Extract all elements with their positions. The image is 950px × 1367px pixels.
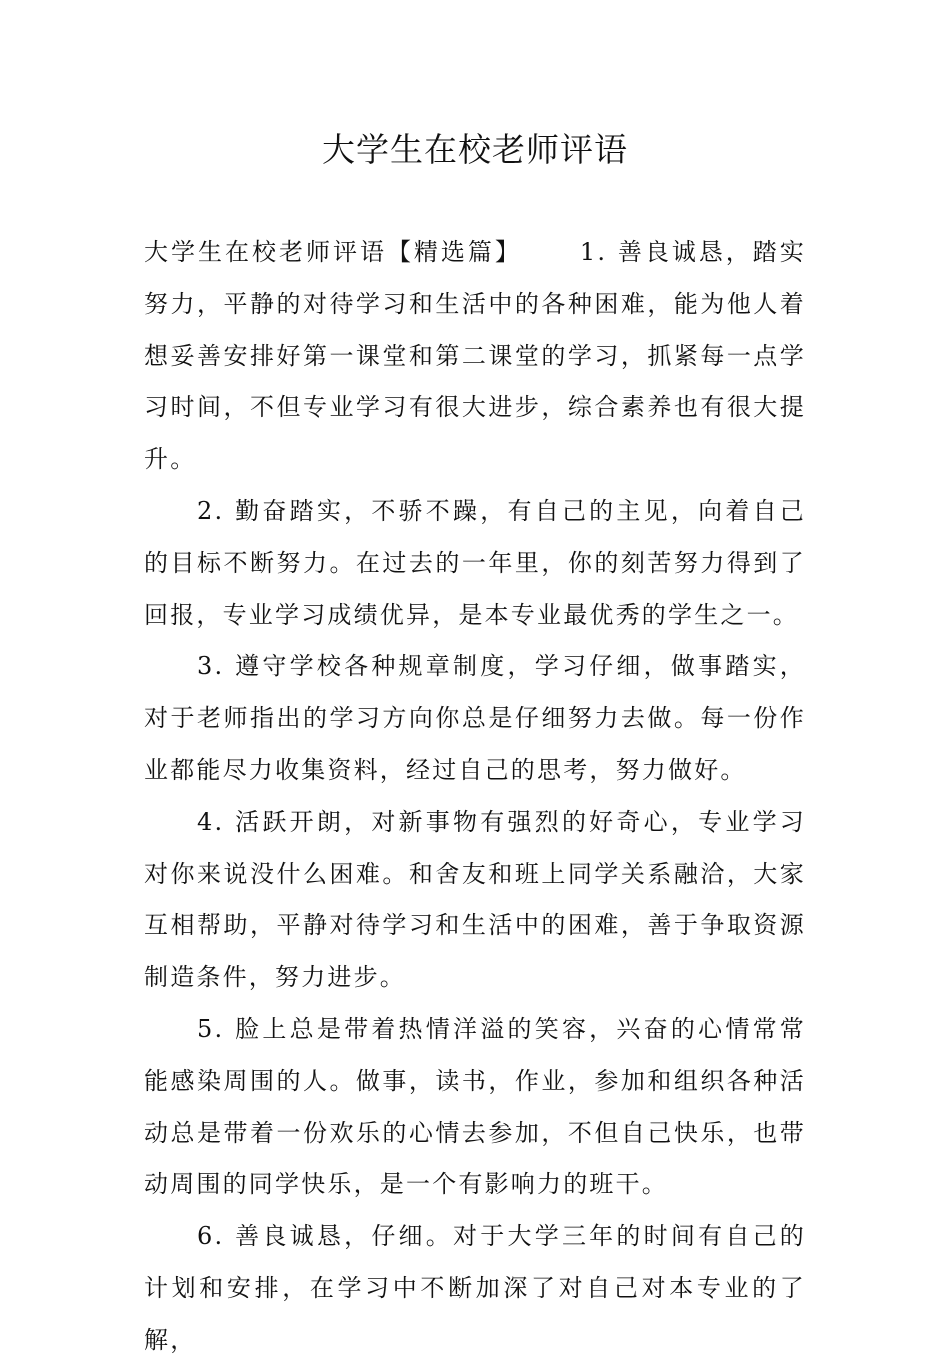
paragraph-6: 6. 善良诚恳，仔细。对于大学三年的时间有自己的计划和安排，在学习中不断加深了对自己对本专业的了解，	[144, 1222, 806, 1354]
paragraph-3: 3. 遵守学校各种规章制度，学习仔细，做事踏实，对于老师指出的学习方向你总是仔细努力去做。每一份作业都能尽力收集资料，经过自己的思考，努力做好。	[144, 652, 806, 784]
intro-label: 大学生在校老师评语【精选篇】	[144, 238, 522, 266]
paragraph-5: 5. 脸上总是带着热情洋溢的笑容，兴奋的心情常常能感染周围的人。做事，读书，作业，参加和组织各种活动总是带着一份欢乐的心情去参加，不但自己快乐，也带动周围的同学快乐，是一个有影响力的班干。	[144, 1014, 806, 1199]
paragraph-1	[144, 227, 806, 486]
paragraph-1-text: 1. 善良诚恳，踏实努力，平静的对待学习和生活中的各种困难，能为他人着想妥善安排好第一课堂和第二课堂的学习，抓紧每一点学习时间，不但专业学习有很大进步，综合素养也有很大提升。	[144, 238, 806, 474]
paragraph-2: 2. 勤奋踏实，不骄不躁，有自己的主见，向着自己的目标不断努力。在过去的一年里，你的刻苦努力得到了回报，专业学习成绩优异，是本专业最优秀的学生之一。	[144, 496, 806, 629]
document-title: 大学生在校老师评语	[322, 130, 628, 169]
document-body	[144, 227, 806, 1367]
paragraph-4: 4. 活跃开朗，对新事物有强烈的好奇心，专业学习对你来说没什么困难。和舍友和班上同学关系融洽，大家互相帮助，平静对待学习和生活中的困难，善于争取资源制造条件，努力进步。	[144, 807, 806, 992]
